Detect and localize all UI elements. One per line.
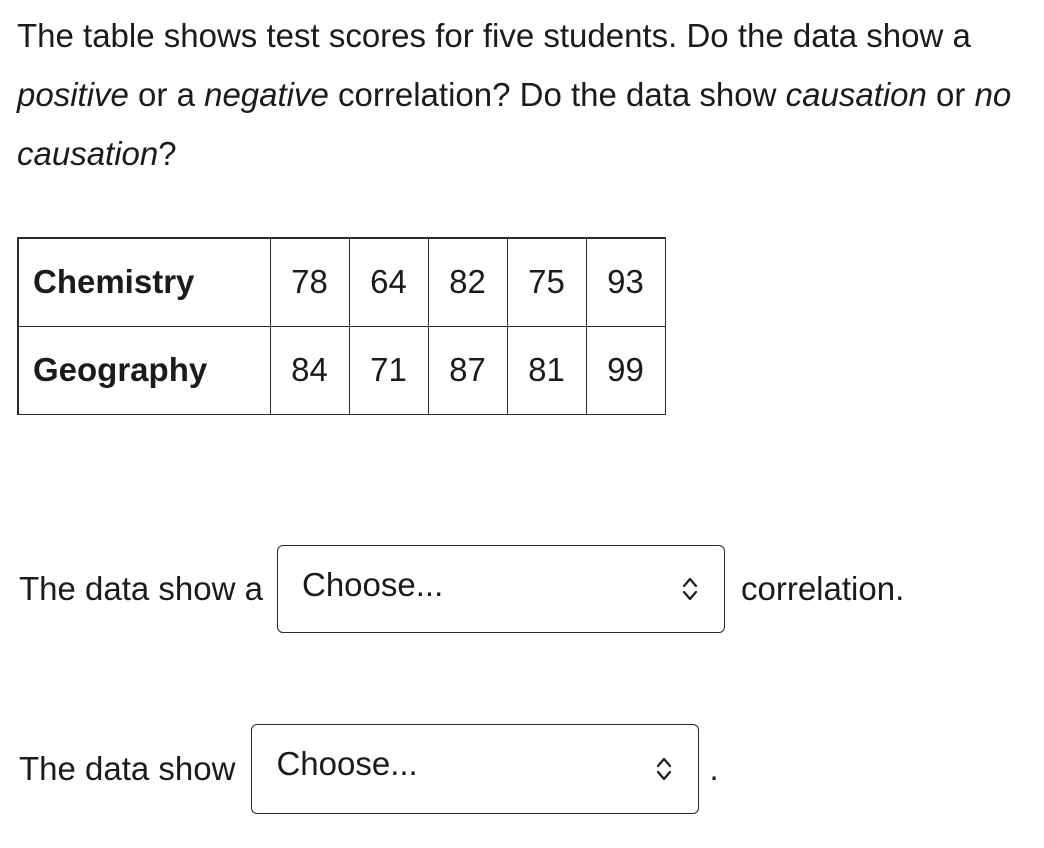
select-value: Choose...	[276, 745, 418, 782]
question-fragment: The table shows test scores for five students. Do the data show a	[17, 17, 971, 54]
answer-suffix: .	[709, 750, 719, 787]
table-row-chemistry	[18, 238, 665, 326]
answer-prefix: The data show a	[19, 570, 263, 607]
row-header-geography: Geography	[18, 326, 270, 414]
question-fragment: or a	[128, 76, 205, 113]
table-cell: 64	[349, 238, 428, 326]
correlation-select[interactable]	[277, 545, 725, 633]
table-cell: 99	[586, 326, 665, 414]
table-cell: 75	[507, 238, 586, 326]
table-cell: 82	[428, 238, 507, 326]
option-positive-text: positive	[17, 76, 129, 113]
table-row-geography	[18, 326, 665, 414]
table-cell: 81	[507, 326, 586, 414]
table-cell: 84	[270, 326, 349, 414]
option-no-causation-text: no causation	[17, 76, 1012, 172]
causation-select[interactable]	[251, 724, 699, 814]
option-negative-text: negative	[204, 76, 329, 113]
question-fragment: correlation? Do the data show	[328, 76, 786, 113]
answer-line-correlation	[19, 545, 904, 633]
table-cell: 71	[349, 326, 428, 414]
table-cell: 87	[428, 326, 507, 414]
question-fragment: ?	[158, 135, 177, 172]
table-cell: 78	[270, 238, 349, 326]
table-cell: 93	[586, 238, 665, 326]
answer-prefix: The data show	[19, 750, 236, 787]
up-down-chevron-icon	[656, 756, 672, 782]
select-value: Choose...	[302, 566, 444, 603]
answer-line-causation	[19, 724, 719, 814]
option-causation-text: causation	[785, 76, 927, 113]
up-down-chevron-icon	[682, 576, 698, 602]
answer-suffix: correlation.	[741, 570, 905, 607]
row-header-chemistry: Chemistry	[18, 238, 270, 326]
question-fragment: or	[926, 76, 975, 113]
question-text	[17, 6, 1032, 183]
scores-table	[17, 237, 666, 415]
